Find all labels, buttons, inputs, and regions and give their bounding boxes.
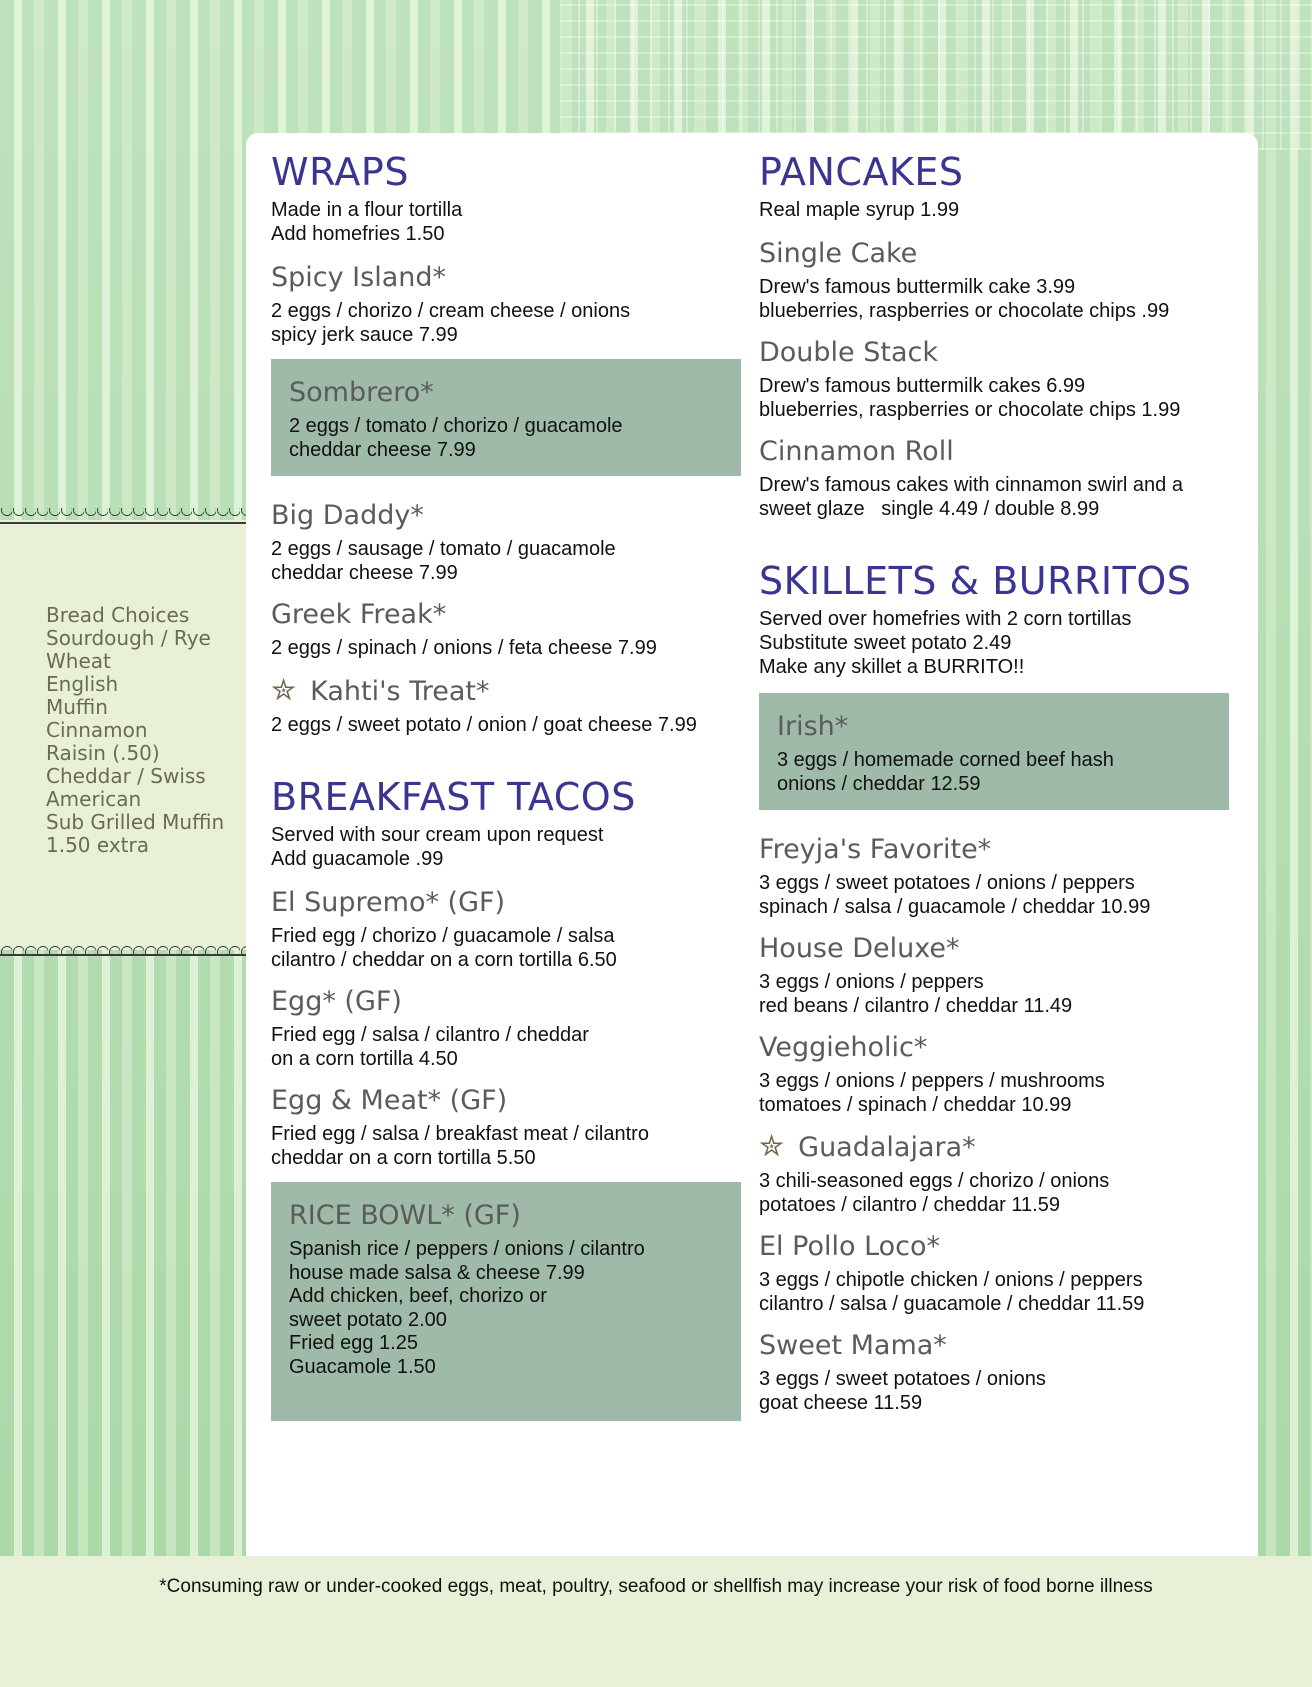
desc-line: Guacamole 1.50 [289,1355,436,1378]
left-column [271,150,741,1443]
desc-line: 2 eggs / chorizo / cream cheese / onions [271,300,631,322]
desc-line: sweet glaze single 4.49 / double 8.99 [759,497,1100,520]
stitch-border-bottom [0,940,246,956]
item-name: El Pollo Loco* [759,1231,941,1262]
desc-line: Spanish rice / peppers / onions / cilantro [289,1238,645,1260]
item-name: Spicy Island* [271,262,447,293]
bread-line: Raisin (.50) [46,741,160,765]
item-desc [759,1368,1229,1415]
desc-line: onions / cheddar 12.59 [777,772,981,795]
stitch-border-top [0,508,246,524]
section-desc-tacos [271,823,741,871]
menu-item [759,832,1229,919]
item-name: El Supremo* (GF) [271,887,506,918]
desc-line: 3 eggs / sweet potatoes / onions / peppers [759,872,1135,894]
star-icon: ✮ [271,672,297,708]
desc-line: cheddar cheese 7.99 [271,561,458,584]
desc-line: Fried egg 1.25 [289,1332,418,1354]
desc-line: cheddar cheese 7.99 [289,438,476,461]
item-desc [759,474,1229,521]
item-desc [289,415,723,462]
menu-item [759,335,1229,422]
item-desc [289,1238,723,1379]
item-name: Egg* (GF) [271,986,402,1017]
item-desc [271,714,741,738]
menu-item [271,885,741,972]
menu-item [271,984,741,1071]
item-name: RICE BOWL* (GF) [289,1200,521,1231]
item-desc [271,1123,741,1170]
desc-line: Drew's famous buttermilk cakes 6.99 [759,375,1086,397]
bread-line: Sub Grilled Muffin [46,810,225,834]
desc-line: 3 eggs / chipotle chicken / onions / peppers [759,1269,1143,1291]
item-name: Sweet Mama* [759,1330,947,1361]
desc-line: Add homefries 1.50 [271,223,445,245]
desc-line: Fried egg / chorizo / guacamole / salsa [271,925,615,947]
menu-item [271,1083,741,1170]
menu-item [759,434,1229,521]
desc-line: 2 eggs / spinach / onions / feta cheese 7.99 [271,637,657,659]
menu-item [759,931,1229,1018]
section-title-pancakes: PANCAKES [759,150,964,194]
star-icon: ✮ [759,1129,785,1164]
menu-item-featured [271,1182,741,1421]
item-desc [759,375,1229,422]
item-desc [271,1024,741,1071]
desc-line: Add chicken, beef, chorizo or [289,1285,547,1307]
item-name: Egg & Meat* (GF) [271,1085,508,1116]
desc-line: 2 eggs / tomato / chorizo / guacamole [289,415,623,437]
desc-line: 3 eggs / onions / peppers / mushrooms [759,1070,1105,1092]
desc-line: 3 eggs / homemade corned beef hash [777,749,1114,771]
desc-line: red beans / cilantro / cheddar 11.49 [759,994,1073,1017]
desc-line: Served with sour cream upon request [271,824,604,846]
item-name: Single Cake [759,238,918,269]
item-desc [759,872,1229,919]
item-name: Big Daddy* [271,500,424,531]
bread-line: Cinnamon [46,718,148,742]
menu-item [271,498,741,585]
section-title-skillets: SKILLETS & BURRITOS [759,559,1192,603]
spacer [271,749,741,775]
desc-line: sweet potato 2.00 [289,1308,447,1331]
desc-line: goat cheese 11.59 [759,1391,923,1414]
background-grid-texture [560,0,1312,150]
bread-line: American [46,787,142,811]
desc-line: Made in a flour tortilla [271,199,463,221]
item-name: Greek Freak* [271,599,447,630]
menu-item [271,260,741,347]
bread-choices [46,604,236,857]
desc-line: Drew's famous cakes with cinnamon swirl and a [759,474,1183,496]
item-desc [759,971,1229,1018]
desc-line: spinach / salsa / guacamole / cheddar 10.99 [759,895,1151,918]
desc-line: tomatoes / spinach / cheddar 10.99 [759,1093,1072,1116]
desc-line: Make any skillet a BURRITO!! [759,656,1025,678]
item-desc [759,1269,1229,1316]
bread-line: English [46,672,119,696]
desc-line: cheddar on a corn tortilla 5.50 [271,1146,536,1169]
item-name: House Deluxe* [759,933,960,964]
menu-item [271,673,741,738]
section-desc-wraps [271,198,741,246]
section-desc-skillets [759,607,1229,679]
item-name: Guadalajara* [798,1132,976,1163]
menu-item-featured [759,693,1229,810]
item-desc [271,300,741,347]
desc-line: Add guacamole .99 [271,848,444,870]
desc-line: potatoes / cilantro / cheddar 11.59 [759,1193,1060,1216]
desc-line: Served over homefries with 2 corn tortillas [759,608,1132,630]
item-name: Sombrero* [289,377,434,408]
item-name: Kahti's Treat* [310,675,490,707]
item-name: Irish* [777,711,849,742]
right-column [759,150,1229,1427]
section-title-tacos: BREAKFAST TACOS [271,775,636,819]
item-name: Double Stack [759,337,939,368]
item-name: Cinnamon Roll [759,436,954,467]
menu-item [759,1229,1229,1316]
desc-line: Real maple syrup 1.99 [759,199,960,221]
item-desc [759,1070,1229,1117]
desc-line: blueberries, raspberries or chocolate chips 1.99 [759,398,1181,421]
menu-item [271,597,741,661]
desc-line: cilantro / cheddar on a corn tortilla 6.50 [271,948,617,971]
desc-line: blueberries, raspberries or chocolate chips .99 [759,299,1170,322]
bread-line: Bread Choices [46,603,190,627]
desc-line: on a corn tortilla 4.50 [271,1047,458,1070]
spacer [759,533,1229,559]
desc-line: Drew's famous buttermilk cake 3.99 [759,276,1076,298]
item-name: Freyja's Favorite* [759,834,992,865]
desc-line: Fried egg / salsa / breakfast meat / cilantro [271,1123,649,1145]
menu-item [759,236,1229,323]
bread-line: Cheddar / Swiss [46,764,206,788]
desc-line: 3 eggs / onions / peppers [759,971,984,993]
item-desc [759,276,1229,323]
item-desc [271,538,741,585]
bread-line: Sourdough / Rye [46,626,211,650]
bread-line: 1.50 extra [46,833,149,857]
item-name: Veggieholic* [759,1032,928,1063]
section-desc-pancakes [759,198,1229,222]
desc-line: house made salsa & cheese 7.99 [289,1261,585,1284]
desc-line: 2 eggs / sausage / tomato / guacamole [271,538,616,560]
menu-item [759,1328,1229,1415]
menu-item [759,1030,1229,1117]
desc-line: 2 eggs / sweet potato / onion / goat cheese 7.99 [271,713,697,736]
desc-line: 3 chili-seasoned eggs / chorizo / onions [759,1170,1110,1192]
desc-line: cilantro / salsa / guacamole / cheddar 11.59 [759,1292,1145,1315]
bread-line: Muffin [46,695,108,719]
desc-line: 3 eggs / sweet potatoes / onions [759,1368,1046,1390]
footnote: *Consuming raw or under-cooked eggs, meat, poultry, seafood or shellfish may increase your risk of food borne illness [159,1576,1153,1597]
item-desc [271,925,741,972]
bread-line: Wheat [46,649,111,673]
item-desc [777,749,1211,796]
desc-line: spicy jerk sauce 7.99 [271,323,458,346]
menu-item [759,1129,1229,1217]
item-name-row [271,673,741,710]
item-desc [759,1170,1229,1217]
desc-line: Substitute sweet potato 2.49 [759,632,1012,654]
item-desc [271,637,741,661]
desc-line: Fried egg / salsa / cilantro / cheddar [271,1024,589,1046]
section-title-wraps: WRAPS [271,150,409,194]
menu-item-featured [271,359,741,476]
item-name-row [759,1129,1229,1166]
